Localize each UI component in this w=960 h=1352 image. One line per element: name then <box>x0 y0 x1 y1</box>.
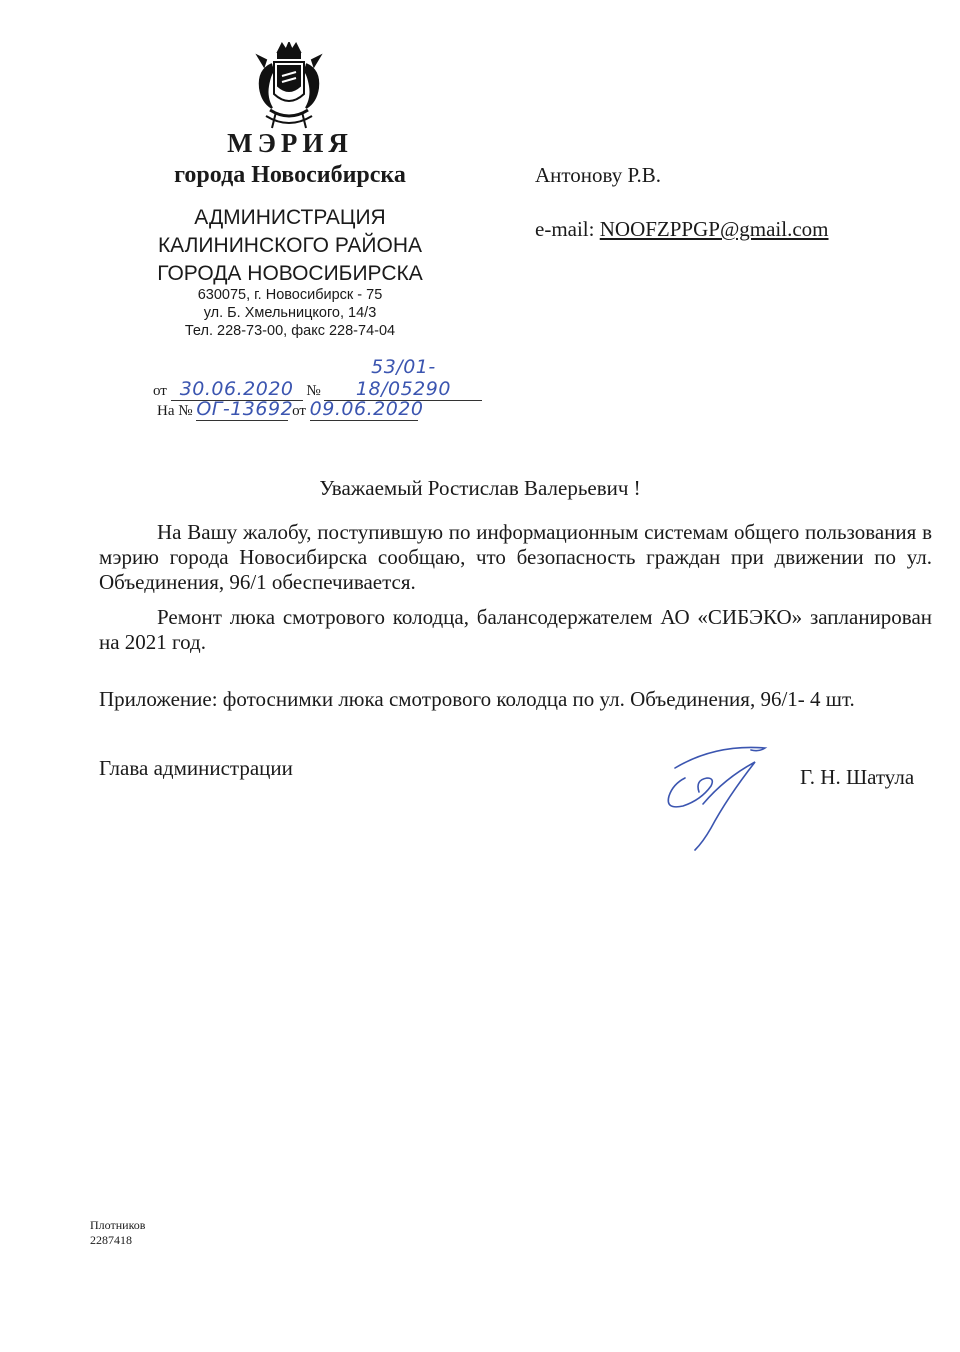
outgoing-date: 30.06.2020 <box>171 378 303 401</box>
admin-line: КАЛИНИНСКОГО РАЙОНА <box>157 234 423 257</box>
letter-paragraph: На Вашу жалобу, поступившую по информационным системам общего пользования в мэрию города Новосибирска сообщаю, что безопасность граждан при движении по ул. Объединения, 96/1 обеспечивается. <box>99 520 932 594</box>
executor-block <box>90 1218 145 1248</box>
org-subtitle: города Новосибирска <box>174 162 406 188</box>
number-label: № <box>306 383 321 399</box>
signatory-name: Г. Н. Шатула <box>800 765 915 789</box>
executor-name: Плотников <box>90 1218 146 1232</box>
recipient-name: Антонову Р.В. <box>535 163 662 187</box>
address-line: 630075, г. Новосибирск - 75 <box>197 287 383 303</box>
org-title: МЭРИЯ <box>227 128 353 158</box>
recipient-email[interactable]: NOOFZPPGP@gmail.com <box>599 217 829 241</box>
address-line: ул. Б. Хмельницкого, 14/3 <box>203 305 377 321</box>
admin-line: АДМИНИСТРАЦИЯ <box>194 206 386 229</box>
registration-line <box>153 356 482 401</box>
admin-line: ГОРОДА НОВОСИБИРСКА <box>157 262 423 285</box>
address-line: Тел. 228-73-00, факс 228-74-04 <box>184 323 396 339</box>
salutation: Уважаемый Ростислав Валерьевич ! <box>319 476 641 500</box>
email-label: e-mail: <box>535 217 595 241</box>
admin-block <box>110 204 470 288</box>
outgoing-number: 53/01-18/05290 <box>324 356 482 401</box>
reply-reference-line <box>157 398 424 421</box>
from-label: от <box>153 383 167 399</box>
reply-from-label: от <box>292 403 306 419</box>
executor-phone: 2287418 <box>90 1233 132 1247</box>
signatory-title: Глава администрации <box>99 756 293 780</box>
letter-paragraph: Ремонт люка смотрового колодца, балансодержателем АО «СИБЭКО» запланирован на 2021 год. <box>99 605 932 654</box>
reply-date: 09.06.2020 <box>309 398 424 420</box>
reply-number: ОГ-13692 <box>196 398 294 420</box>
handwritten-signature <box>655 738 775 853</box>
attachment-note: Приложение: фотоснимки люка смотрового колодца по ул. Объединения, 96/1- 4 шт. <box>99 687 855 711</box>
recipient-email-line <box>535 217 829 242</box>
address-block <box>110 286 470 340</box>
coat-of-arms-emblem <box>252 42 326 134</box>
reply-number-label: На № <box>157 403 193 419</box>
